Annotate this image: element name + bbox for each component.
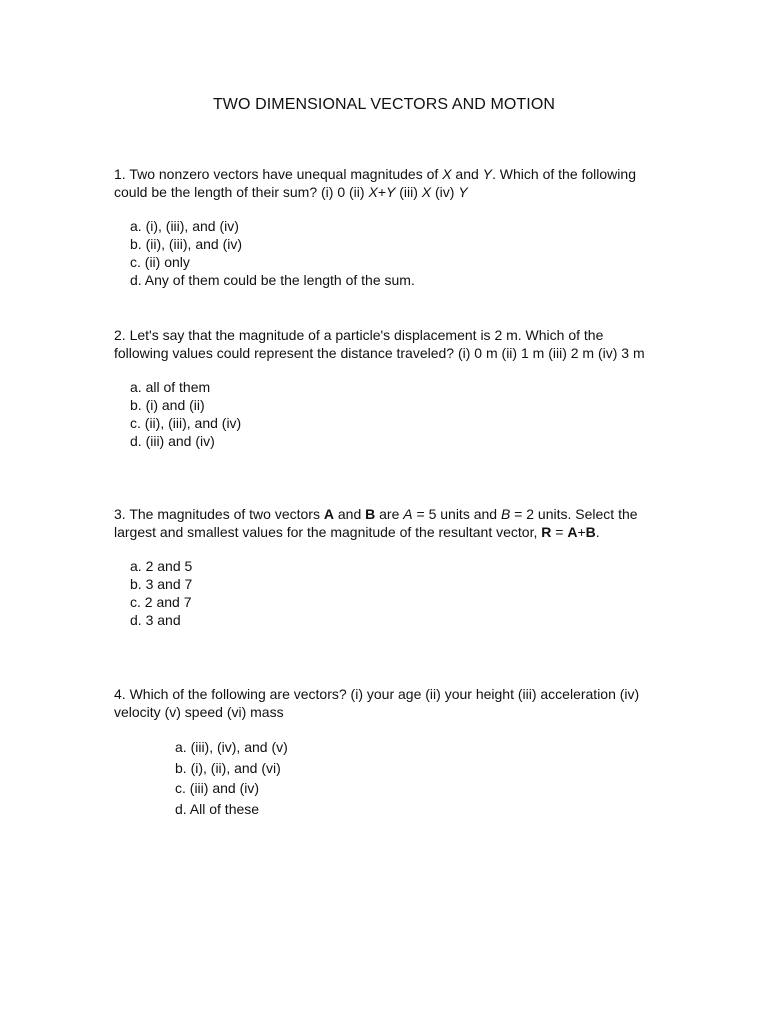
question-4-stem: 4. Which of the following are vectors? (i) your age (ii) your height (iii) acceleration (iv) velocity (v) speed (vi) mass <box>114 686 640 720</box>
stem-text: = 5 units and <box>412 506 501 522</box>
question-4 <box>114 685 654 820</box>
question-2-options <box>114 378 654 450</box>
stem-text: = 2 units. Select the largest and smallest values for the magnitude of the resultant vector, <box>114 506 638 540</box>
stem-text: and <box>333 506 366 522</box>
stem-variable: Y <box>482 166 493 182</box>
stem-vector: R <box>541 524 552 540</box>
stem-text: and <box>451 166 483 182</box>
stem-text: 3. The magnitudes of two vectors <box>114 506 324 522</box>
stem-vector: A <box>567 524 578 540</box>
stem-vector: B <box>585 524 596 540</box>
stem-text: + <box>577 524 586 540</box>
option-a: a. (iii), (iv), and (v) <box>175 739 288 755</box>
option-b: b. (ii), (iii), and (iv) <box>130 236 243 252</box>
option-d: d. (iii) and (iv) <box>130 433 215 449</box>
stem-text: . Which of the following could be the length of their sum? (i) 0 (ii) <box>114 166 636 200</box>
option-d: d. Any of them could be the length of the sum. <box>130 272 415 288</box>
stem-text: are <box>375 506 404 522</box>
option-a: a. (i), (iii), and (iv) <box>130 218 239 234</box>
option-a: a. all of them <box>130 379 211 395</box>
stem-text: = <box>551 524 568 540</box>
option-b: b. (i), (ii), and (vi) <box>175 759 281 776</box>
stem-variable: B <box>500 506 511 522</box>
option-c: c. (ii) only <box>130 254 190 270</box>
stem-variable: X <box>368 184 378 200</box>
option-b: b. (i) and (ii) <box>130 397 205 413</box>
stem-text: + <box>377 184 386 200</box>
option-d: d. 3 and <box>130 612 181 628</box>
question-2 <box>114 326 654 450</box>
option-c: c. 2 and 7 <box>130 594 192 610</box>
option-c: c. (iii) and (iv) <box>175 780 260 797</box>
stem-vector: B <box>365 506 376 522</box>
stem-text: 1. Two nonzero vectors have unequal magnitudes of <box>114 166 443 182</box>
option-b: b. 3 and 7 <box>130 576 193 592</box>
stem-text: . <box>595 524 600 540</box>
page-title: TWO DIMENSIONAL VECTORS AND MOTION <box>212 96 556 113</box>
stem-text: (iv) <box>431 184 459 200</box>
stem-variable: X <box>421 184 432 200</box>
stem-variable: X <box>442 166 452 182</box>
question-3-stem <box>114 505 654 541</box>
option-c: c. (ii), (iii), and (iv) <box>130 415 242 431</box>
stem-variable: A <box>403 506 413 522</box>
question-2-stem: 2. Let's say that the magnitude of a particle's displacement is 2 m. Which of the following values could represent the distance traveled? (i) 0 m (ii) 1 m (iii) 2 m (iv) 3 m <box>114 327 645 361</box>
question-1 <box>114 165 654 289</box>
option-a: a. 2 and 5 <box>130 558 193 574</box>
question-4-options <box>114 737 654 820</box>
question-3 <box>114 505 654 629</box>
stem-text: (iii) <box>395 184 422 200</box>
stem-variable: Y <box>386 184 396 200</box>
question-3-options <box>114 557 654 629</box>
stem-variable: Y <box>458 184 468 200</box>
question-1-stem <box>114 165 654 201</box>
question-1-options <box>114 217 654 289</box>
option-d: d. All of these <box>175 801 260 818</box>
stem-vector: A <box>323 506 334 522</box>
